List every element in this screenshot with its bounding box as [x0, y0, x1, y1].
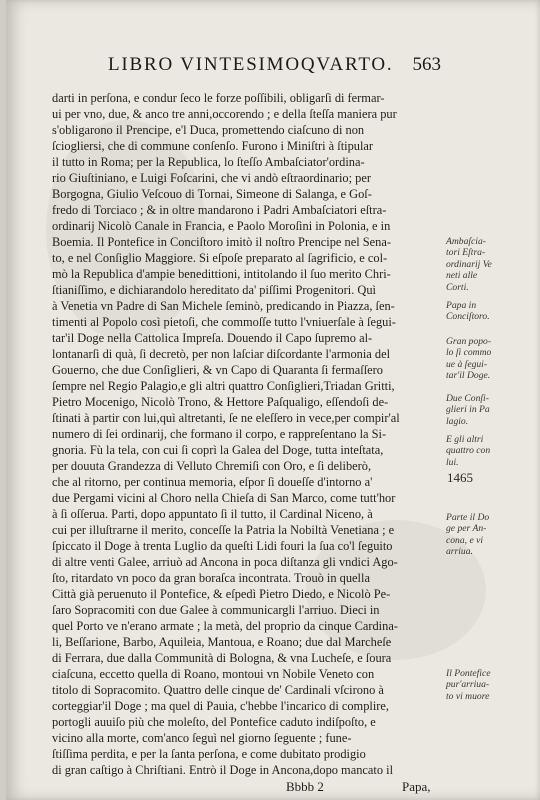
text-line: vicino alla morte, com'anco ſeguì nel giorno ſeguente ; fune- — [52, 731, 352, 745]
margin-note-line: lui. — [446, 456, 459, 468]
text-line: ui per vno, due, & anco tre anni,occorendo ; e della ſteſſa maniera pur — [52, 107, 397, 121]
text-line: che al ritorno, per continua memoria, eſpor ſi doueſſe d'intorno a' — [52, 475, 373, 489]
text-line: ſpiccato il Doge à trenta Luglio da queſti Lidi fouri la ſua co'l ſeguito — [52, 539, 393, 553]
book-page — [6, 0, 540, 800]
margin-note — [446, 393, 534, 427]
text-line: mò la Republica d'ampie benedittioni, intitolando il ſuo merito Chri- — [52, 267, 391, 281]
margin-note — [446, 668, 534, 702]
margin-note-line: cona, e vi — [446, 534, 484, 546]
text-line: Borgogna, Giulio Veſcouo di Tornai, Simeone di Salanga, e Goſ- — [52, 187, 372, 201]
text-line: di altre venti Galee, arriuò ad Ancona in poca diſtanza gli vndici Ago- — [52, 555, 398, 569]
margin-note — [446, 434, 534, 468]
margin-note-line: ge per An- — [446, 523, 487, 535]
body-text — [52, 90, 444, 778]
margin-note-line: pur'arriua- — [446, 679, 490, 691]
text-line: cui per illuſtrarne il merito, conceſſe la Patria la Nobiltà Venetiana ; e — [52, 523, 395, 537]
text-line: Gouerno, che due Conſiglieri, & vn Capo di Quaranta ſi fermaſſero — [52, 363, 384, 377]
text-line: à Venetia vn Padre di San Michele ſeminò, predicando in Piazza, ſen- — [52, 299, 395, 313]
text-line: Boemia. Il Pontefice in Conciſtoro imitò il noſtro Prencipe nel Sena- — [52, 235, 391, 249]
text-line: ſtianiſſimo, e dichiarandolo hereditato da' piſſimi Progenitori. Quì — [52, 283, 376, 297]
margin-note — [446, 512, 534, 558]
margin-note-line: arriua. — [446, 546, 473, 558]
text-line: di Ferrara, due dalla Communità di Bologna, & vna Lucheſe, e ſoura — [52, 651, 392, 665]
text-line: li, Beſſarione, Barbo, Aquileia, Mantoua, e Roano; due dal Marcheſe — [52, 635, 392, 649]
margin-note-line: Corti. — [446, 281, 469, 293]
text-line: timenti al Popolo così pietoſi, che commoſſe tutto l'vniuerſale à ſegui- — [52, 315, 396, 329]
margin-note — [446, 336, 534, 382]
margin-note-line: tori Eſtra- — [446, 247, 486, 259]
text-line: lontanarſi di quà, ſi decretò, per non laſciar diſcordante l'armonia del — [52, 347, 391, 361]
text-line: s'obligarono il Prencipe, e'l Duca, promettendo ciaſcuno di non — [52, 123, 365, 137]
text-line: il tutto in Roma; per la Republica, lo ſteſſo Ambaſciator'ordina- — [52, 155, 365, 169]
text-line: Città già peruenuto il Pontefice, & eſpedì Pietro Diedo, e Nicolò Pe- — [52, 587, 391, 601]
text-line: ſempre nel Regio Palagio,e gli altri quattro Conſiglieri,Triadan Gritti, — [52, 379, 395, 393]
margin-note-line: ue à ſegui- — [446, 358, 488, 370]
text-line: ordinarij Nicolò Canale in Francia, e Paolo Moroſini in Polonia, e in — [52, 219, 391, 233]
margin-note-line: lo ſi commo — [446, 347, 492, 359]
text-line: Pietro Mocenigo, Nicolò Trono, & Hettore Paſqualigo, eſſendoſi de- — [52, 395, 389, 409]
margin-note — [446, 300, 534, 323]
text-line: portogli auuiſo più che moleſto, del Pontefice caduto indiſpoſto, e — [52, 715, 376, 729]
margin-note-line: Due Conſi- — [446, 393, 489, 404]
text-line: darti in perſona, e condur ſeco le forze poſſibili, obligarſi di fermar- — [52, 91, 385, 105]
text-line: to, e nel Conſiglio Maggiore. Si eſpoſe preparato al ſagrificio, e col- — [52, 251, 388, 265]
text-line: ſciogliersi, che di commune conſenſo. Furono i Miniſtri à ſtipular — [52, 139, 374, 153]
text-line: ſto, ritardato vn poco da gran boraſca incontrata. Trouò in quella — [52, 571, 370, 585]
text-line: rio Giuſtiniano, e Luigi Foſcarini, che vi andò eſtraordinario; per — [52, 171, 371, 185]
margin-year: 1465 — [447, 470, 473, 485]
margin-note-line: Il Pontefice — [446, 668, 491, 679]
text-line: à ſi oſſerua. Parti, dopo appuntato ſi il tutto, il Cardinal Niceno, à — [52, 507, 373, 521]
text-line: gnoria. Fù la tela, con cui ſi coprì la Galea del Doge, tutta inteſtata, — [52, 443, 384, 457]
margin-note-line: E gli altri — [446, 434, 484, 445]
margin-note-line: glieri in Pa — [446, 404, 490, 416]
signature-mark: Bbbb 2 — [286, 779, 324, 794]
margin-note-line: Conciſtoro. — [446, 311, 490, 323]
text-line: di gran caſtigo à Chriſtiani. Entrò il Doge in Ancona,dopo mancato il — [52, 763, 394, 777]
text-line: tar'il Doge nella Cattolica Impreſa. Douendo il Capo ſupremo al- — [52, 331, 373, 345]
text-line: ſtinati à partir con lui,quì altretanti, ſe ne eleſſero in vece,per compir'al — [52, 411, 400, 425]
margin-note-line: ordinarij Ve — [446, 258, 492, 270]
text-line: fredo di Torciaco ; & in oltre mandarono i Padri Ambaſciatori eſtra- — [52, 203, 387, 217]
text-line: per douuta Grandezza di Velluto Chremiſi con Oro, e ſi deliberò, — [52, 459, 372, 473]
text-line: ſtiſſima perdita, e per la ſanta perſona, e come dubitato prodigio — [52, 747, 366, 761]
margin-note-line: to vi muore — [446, 690, 490, 702]
text-line: titolo di Sopracomito. Quattro delle cinque de' Cardinali vſcirono à — [52, 683, 384, 697]
margin-note-line: neti alle — [446, 270, 478, 282]
text-line: corteggiar'il Doge ; ma quel di Pauia, c'hebbe l'incarico di complire, — [52, 699, 389, 713]
margin-note-line: tar'il Doge. — [446, 370, 491, 382]
text-line: ciaſcuna, eccetto quella di Roano, montoui vn Nobile Veneto con — [52, 667, 375, 681]
margin-note-line: Parte il Do — [446, 512, 490, 523]
margin-note-line: Ambaſcia- — [446, 236, 486, 247]
running-head: LIBRO VINTESIMOQVARTO. — [108, 54, 394, 75]
text-line: numero di ſei ordinarij, che formano il corpo, e rappreſentano la Si- — [52, 427, 387, 441]
page-number: 563 — [412, 54, 441, 75]
catchword: Papa, — [402, 779, 431, 794]
text-line: ſaro Sopracomiti con due Galee à communicargli l'arriuo. Dieci in — [52, 603, 380, 617]
text-line: quel Porto ve n'erano armate ; la metà, del proprio da cinque Cardina- — [52, 619, 398, 633]
margin-note-line: Gran popo- — [446, 336, 492, 347]
margin-note-line: Papa in — [446, 300, 477, 311]
text-line: due Pergami vicini al Choro nella Chieſa di San Marco, come tutt'hor — [52, 491, 396, 505]
margin-note — [446, 236, 534, 293]
margin-note-line: quattro con — [446, 445, 491, 457]
margin-note-line: lagio. — [446, 415, 469, 427]
